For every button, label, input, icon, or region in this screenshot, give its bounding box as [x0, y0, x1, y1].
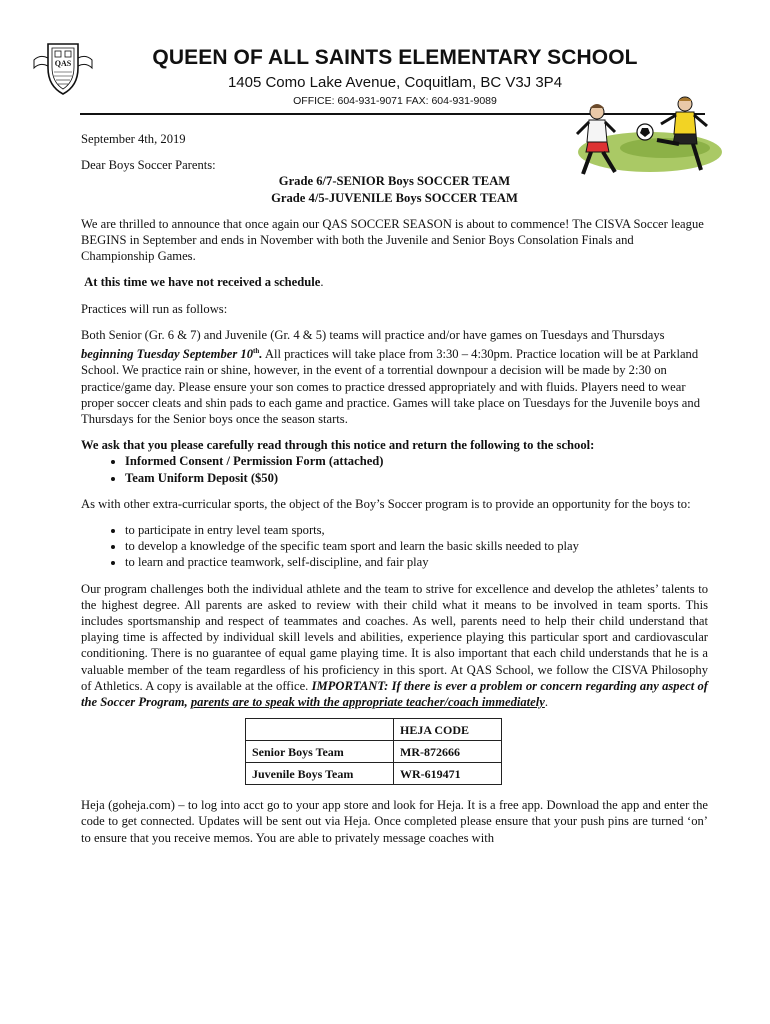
- practice-start-date: beginning Tuesday September 10: [81, 347, 253, 362]
- heja-code-cell: WR-619471: [394, 763, 502, 785]
- letter-greeting: Dear Boys Soccer Parents:: [81, 158, 216, 173]
- school-contact: OFFICE: 604-931-9071 FAX: 604-931-9089: [293, 95, 497, 107]
- important-underline: parents are to speak with the appropriate teacher/coach immediately: [190, 695, 545, 710]
- practice-start-date-suffix: th: [253, 347, 260, 356]
- objective-paragraph: As with other extra-curricular sports, the object of the Boy’s Soccer program is to provide an opportunity for the boys to:: [81, 496, 691, 511]
- important-text: IMPORTANT: If there is ever a problem or concern regarding any aspect of the Soccer Program,: [81, 678, 708, 710]
- table-row: [246, 741, 502, 763]
- practice-text-a: Both Senior (Gr. 6 & 7) and Juvenile (Gr. 4 & 5) teams will practice and/or have games on Tuesdays and Thursdays: [81, 327, 665, 342]
- heja-code-cell: MR-872666: [394, 741, 502, 763]
- practice-paragraph: [81, 327, 708, 427]
- important-end: .: [544, 695, 549, 710]
- return-items-list: [81, 453, 708, 485]
- table-header-empty: [246, 719, 394, 741]
- school-crest-logo: [30, 34, 96, 100]
- school-name: QUEEN OF ALL SAINTS ELEMENTARY SCHOOL: [152, 46, 638, 69]
- letter-date: September 4th, 2019: [81, 132, 186, 146]
- team-title-senior: Grade 6/7-SENIOR Boys SOCCER TEAM: [278, 174, 511, 189]
- return-item-consent: • Informed Consent / Permission Form (attached): [125, 453, 708, 469]
- schedule-note: [81, 274, 708, 290]
- program-text: Our program challenges both the individual athlete and the team to strive for excellence and develop the athletes’ talents to the highest degree. All parents are asked to review with their child what it means to be involved in team sports. This includes sportsmanship and respect of teammates and coaches. As well, parents need to help their child understand that playing time is affected by individual skill levels and abilities, experience playing this particular sport and cardiovascular conditioning. There is no guarantee of equal game playing time. It is also important that each child understands that he is a valuable member of the team regardless of his proficiency in this sport. At QAS School, we follow the CISVA Philosophy of Athletics. A copy is available at the office.: [81, 581, 708, 693]
- schedule-note-end: .: [320, 275, 324, 290]
- objective-item: • to learn and practice teamwork, self-discipline, and fair play: [125, 554, 708, 570]
- intro-paragraph: We are thrilled to announce that once again our QAS SOCCER SEASON is about to commence! The CISVA Soccer league BEGINS in September and ends in November with both the Juvenile and Senior Boys Consolation Finals and Championship Games.: [81, 216, 704, 264]
- practices-intro: Practices will run as follows:: [81, 301, 228, 316]
- return-item-deposit: • Team Uniform Deposit ($50): [125, 470, 708, 486]
- return-request: We ask that you please carefully read through this notice and return the following to the school:: [81, 438, 595, 453]
- program-paragraph: [81, 581, 708, 711]
- heja-code-table: [245, 718, 502, 785]
- letter-body: [81, 131, 708, 846]
- objective-item: • to participate in entry level team sports,: [125, 522, 708, 538]
- practice-text-b: All practices will take place from 3:30 – 4:30pm. Practice location will be at Parkland School. We practice rain or shine, however, in the event of a torrential downpour a decision will be made by 2:30 on practice/game day. Please ensure your son comes to practice dressed appropriately and with fluids. Players need to wear proper soccer cleats and shin pads to each game and practice. Games will take place on Tuesdays for the Juvenile boys and Thursdays for the Senior boys once the season starts.: [81, 347, 700, 427]
- table-row: [246, 763, 502, 785]
- team-name-cell: Senior Boys Team: [246, 741, 394, 763]
- team-title-juvenile: Grade 4/5-JUVENILE Boys SOCCER TEAM: [271, 190, 518, 205]
- school-address: 1405 Como Lake Avenue, Coquitlam, BC V3J 3P4: [227, 74, 563, 91]
- schedule-note-text: At this time we have not received a schedule: [84, 275, 321, 290]
- crest-text: QAS: [54, 59, 72, 68]
- heja-paragraph: Heja (goheja.com) – to log into acct go to your app store and look for Heja. It is a free app. Download the app and enter the code to get connected. Updates will be sent out via Heja. Once completed please ensure that your push pins are turned ‘on’ to ensure that you receive memos. You are able to privately message coaches with: [81, 798, 708, 845]
- team-name-cell: Juvenile Boys Team: [246, 763, 394, 785]
- practice-start-date-end: .: [259, 347, 263, 362]
- table-header-heja: HEJA CODE: [394, 719, 502, 741]
- objectives-list: [81, 522, 708, 571]
- objective-item: • to develop a knowledge of the specific team sport and learn the basic skills needed to play: [125, 538, 708, 554]
- table-header-row: [246, 719, 502, 741]
